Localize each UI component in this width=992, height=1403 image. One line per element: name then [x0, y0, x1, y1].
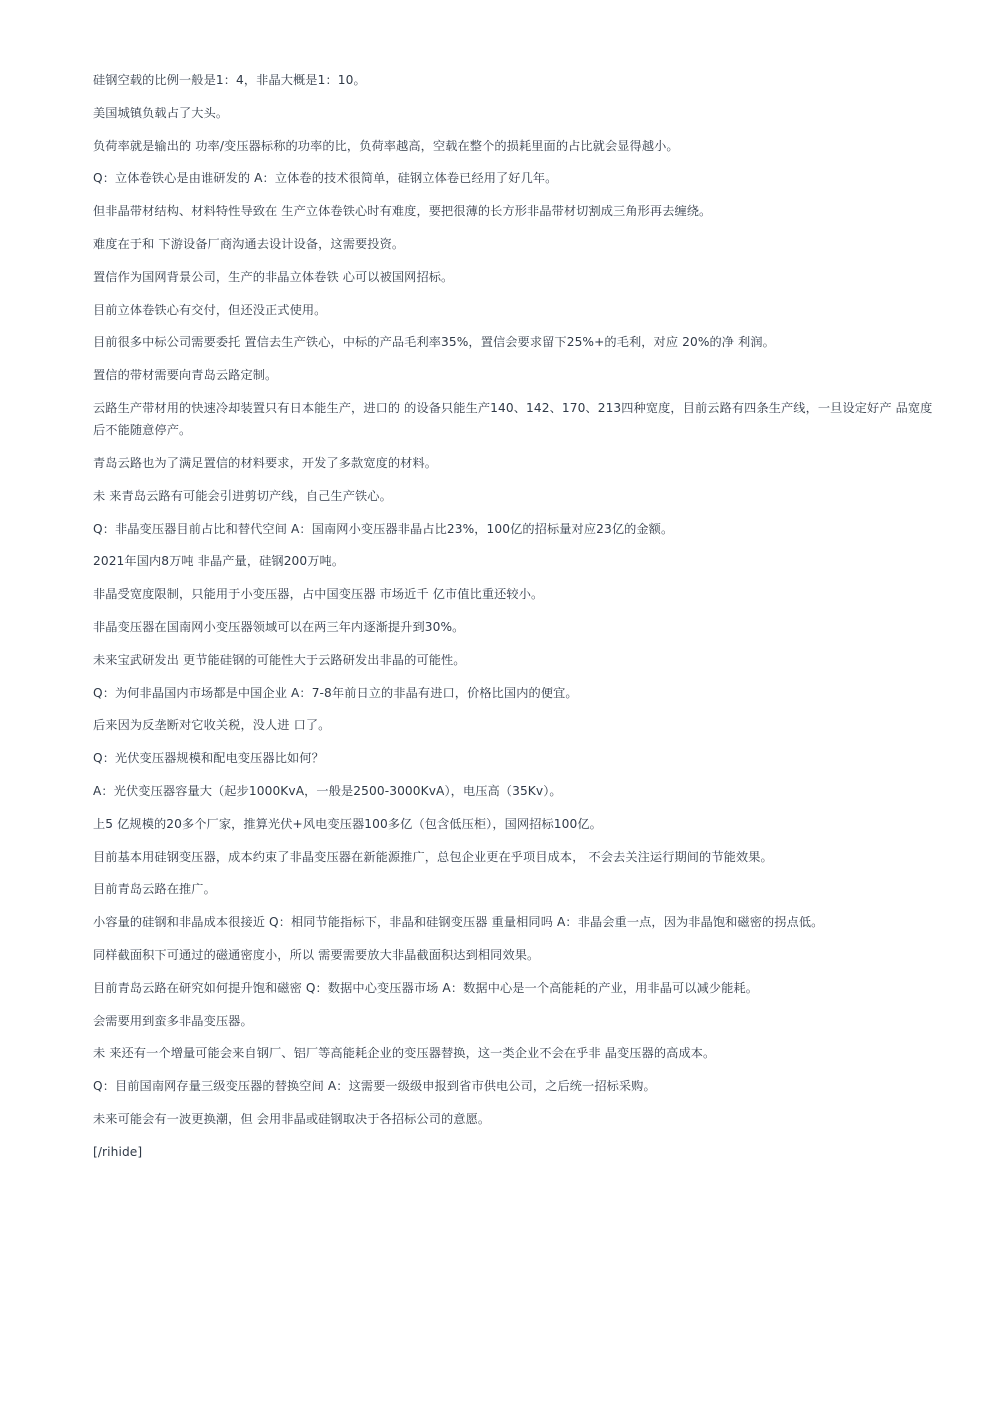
paragraph: 目前立体卷铁心有交付，但还没正式使用。 — [93, 302, 327, 317]
paragraph: Q：目前国南网存量三级变压器的替换空间 A：这需要一级级申报到省市供电公司，之后统一招标采购。 — [93, 1079, 656, 1094]
paragraph: 难度在于和 下游设备厂商沟通去设计设备，这需要投资。 — [93, 236, 405, 251]
paragraph: 未来宝武研发出 更节能硅钢的可能性大于云路研发出非晶的可能性。 — [93, 652, 466, 667]
paragraph: 上5 亿规模的20多个厂家，推算光伏+风电变压器100多亿（包含低压柜），国网招标100亿。 — [93, 816, 602, 831]
paragraph: 目前很多中标公司需要委托 置信去生产铁心，中标的产品毛利率35%，置信会要求留下25%+的毛利，对应 20%的净 利润。 — [93, 335, 775, 350]
paragraph: 同样截面积下可通过的磁通密度小，所以 需要需要放大非晶截面积达到相同效果。 — [93, 947, 540, 962]
paragraph: Q：立体卷铁心是由谁研发的 A：立体卷的技术很简单，硅钢立体卷已经用了好几年。 — [93, 171, 558, 186]
document-body — [93, 69, 939, 1174]
paragraph: 目前青岛云路在推广。 — [93, 882, 216, 897]
paragraph: 2021年国内8万吨 非晶产量，硅钢200万吨。 — [93, 554, 345, 569]
paragraph: A：光伏变压器容量大（起步1000KvA，一般是2500-3000KvA），电压高（35Kv）。 — [93, 783, 562, 798]
paragraph: Q：非晶变压器目前占比和替代空间 A：国南网小变压器非晶占比23%，100亿的招标量对应23亿的金额。 — [93, 521, 674, 536]
paragraph: 云路生产带材用的快速冷却装置只有日本能生产，进口的 的设备只能生产140、142、170、213四种宽度，目前云路有四条生产线，一旦设定好产 品宽度后不能随意停产。 — [93, 400, 933, 437]
paragraph: 置信作为国网背景公司，生产的非晶立体卷铁 心可以被国网招标。 — [93, 269, 454, 284]
closing-tag: [/rihide] — [93, 1144, 143, 1159]
paragraph: 目前青岛云路在研究如何提升饱和磁密 Q：数据中心变压器市场 A：数据中心是一个高能耗的产业，用非晶可以减少能耗。 — [93, 980, 759, 995]
paragraph: 美国城镇负载占了大头。 — [93, 105, 229, 120]
paragraph: 硅钢空载的比例一般是1：4，非晶大概是1：10。 — [93, 73, 366, 87]
paragraph: 目前基本用硅钢变压器，成本约束了非晶变压器在新能源推广，总包企业更在乎项目成本， 不会去关注运行期间的节能效果。 — [93, 849, 773, 864]
paragraph: 后来因为反垄断对它收关税，没人进 口了。 — [93, 718, 331, 733]
paragraph: 会需要用到蛮多非晶变压器。 — [93, 1013, 253, 1028]
paragraph: 未 来还有一个增量可能会来自钢厂、铝厂等高能耗企业的变压器替换，这一类企业不会在乎非 晶变压器的高成本。 — [93, 1046, 716, 1061]
paragraph: 未来可能会有一波更换潮，但 会用非晶或硅钢取决于各招标公司的意愿。 — [93, 1111, 491, 1126]
paragraph: 青岛云路也为了满足置信的材料要求，开发了多款宽度的材料。 — [93, 455, 438, 470]
paragraph: Q：光伏变压器规模和配电变压器比如何？ — [93, 751, 324, 766]
paragraph: 未 来青岛云路有可能会引进剪切产线，自己生产铁心。 — [93, 488, 392, 503]
paragraph: 负荷率就是输出的 功率/变压器标称的功率的比，负荷率越高，空载在整个的损耗里面的占比就会显得越小。 — [93, 138, 679, 153]
paragraph: 置信的带材需要向青岛云路定制。 — [93, 368, 278, 383]
paragraph: 非晶受宽度限制，只能用于小变压器，占中国变压器 市场近千 亿市值比重还较小。 — [93, 587, 544, 602]
paragraph: 非晶变压器在国南网小变压器领域可以在两三年内逐渐提升到30%。 — [93, 619, 465, 634]
paragraph: 小容量的硅钢和非晶成本很接近 Q：相同节能指标下，非晶和硅钢变压器 重量相同吗 A：非晶会重一点，因为非晶饱和磁密的拐点低。 — [93, 915, 824, 930]
paragraph: Q：为何非晶国内市场都是中国企业 A：7-8年前日立的非晶有进口，价格比国内的便宜。 — [93, 685, 578, 700]
paragraph: 但非晶带材结构、材料特性导致在 生产立体卷铁心时有难度，要把很薄的长方形非晶带材切割成三角形再去缠绕。 — [93, 204, 712, 219]
